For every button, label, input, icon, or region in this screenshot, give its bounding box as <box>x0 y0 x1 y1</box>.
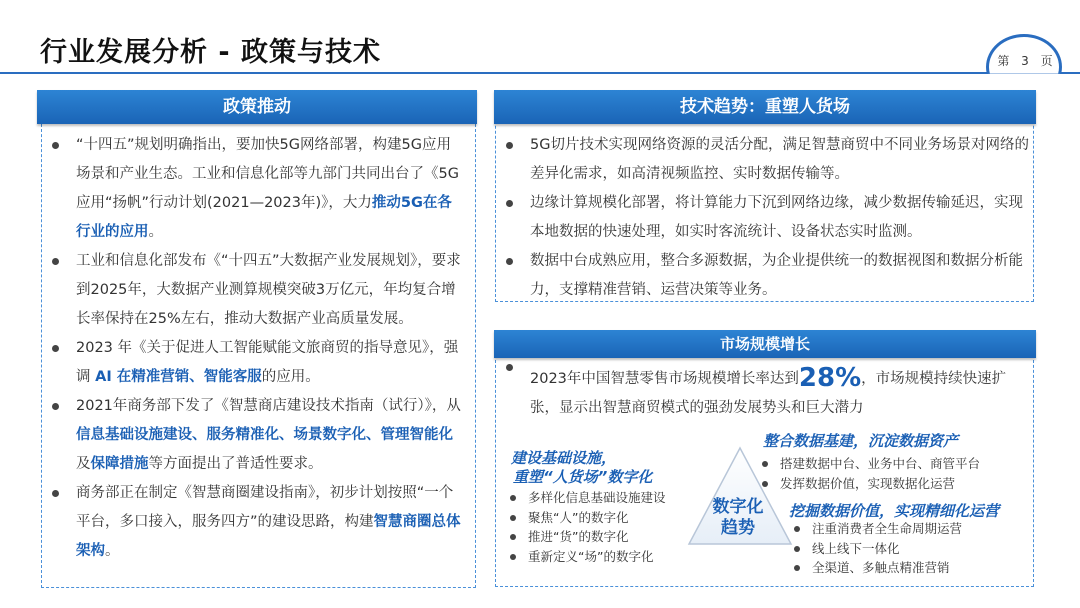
policy-text: 2021年商务部下发了《智慧商店建设技术指南（试行）》，从 <box>76 398 461 414</box>
left-group-item: 重新定义“场”的数字化 <box>506 547 686 567</box>
tech-list <box>496 131 1030 305</box>
left-caption-line1: 建设基础设施， <box>511 449 617 467</box>
bottom-right-group-item: 全渠道、多触点精准营销 <box>790 558 1025 578</box>
policy-list <box>42 131 462 566</box>
tech-item: 5G切片技术实现网络资源的灵活分配，满足智慧商贸中不同业务场景对网络的差异化需求，如高清视频监控、实时数据传输等。 <box>496 131 1030 189</box>
bottom-right-group-caption: 挖掘数据价值，实现精细化运营 <box>789 502 1000 520</box>
policy-item <box>42 334 462 392</box>
top-right-group-item: 发挥数据价值，实现数据化运营 <box>758 474 1028 494</box>
market-list <box>496 364 1030 423</box>
left-group-list <box>506 488 686 566</box>
page-number: 第 3 页 <box>997 54 1057 68</box>
policy-text: 。 <box>148 224 163 240</box>
bottom-right-group-item: 注重消费者全生命周期运营 <box>790 519 1025 539</box>
policy-highlight: 保障措施 <box>90 456 149 472</box>
policy-item <box>42 392 462 479</box>
page-title: 行业发展分析 - 政策与技术 <box>40 37 382 68</box>
policy-text: 商务部正在制定《智慧商圈建设指南》，初步计划按照“一个平台，多口接入，服务四方”的建设思路，构建 <box>76 485 454 530</box>
left-group-item: 聚焦“人”的数字化 <box>506 508 686 528</box>
market-text-after: ，市场规模持续快速扩张，显示出智慧商贸模式的强劲发展势头和巨大潜力 <box>530 371 1007 416</box>
left-group-item: 多样化信息基础设施建设 <box>506 488 686 508</box>
policy-text: 2023 年《关于促进人工智能赋能文旅商贸的指导意见》，强调 <box>76 340 459 385</box>
policy-highlight: AI 在精准营销、智能客服 <box>95 369 262 385</box>
policy-highlight: 信息基础设施建设、服务精准化、场景数字化、管理智能化 <box>76 427 453 443</box>
top-right-group-list <box>758 454 1028 493</box>
left-caption-line2: 重塑“人货场”数字化 <box>513 468 653 486</box>
trend-center-line2: 趋势 <box>721 518 755 538</box>
policy-item <box>42 247 462 334</box>
policy-text: 等方面提出了普适性要求。 <box>148 456 323 472</box>
policy-panel-header: 政策推动 <box>37 90 477 124</box>
policy-text: 及 <box>76 456 91 472</box>
policy-item <box>42 479 462 566</box>
tech-panel-header: 技术趋势：重塑人货场 <box>494 90 1036 124</box>
left-group-caption <box>511 449 652 487</box>
bottom-right-group-item: 线上线下一体化 <box>790 539 1025 559</box>
title-divider <box>0 72 1080 74</box>
market-text-before: 2023年中国智慧零售市场规模增长率达到 <box>530 371 799 387</box>
trend-center-line1: 数字化 <box>712 497 764 517</box>
market-item <box>496 364 1030 423</box>
market-panel-header: 市场规模增长 <box>494 330 1036 358</box>
top-right-group-caption: 整合数据基建，沉淀数据资产 <box>763 432 959 450</box>
policy-highlight: 推动5G在各行业的应用 <box>76 195 452 240</box>
tech-item: 数据中台成熟应用，整合多源数据，为企业提供统一的数据视图和数据分析能力，支撑精准营销、运营决策等业务。 <box>496 247 1030 305</box>
policy-item <box>42 131 462 247</box>
top-right-group-item: 搭建数据中台、业务中台、商管平台 <box>758 454 1028 474</box>
trend-center-label <box>698 497 778 539</box>
tech-item: 边缘计算规模化部署，将计算能力下沉到网络边缘，减少数据传输延迟，实现本地数据的快速处理，如实时客流统计、设备状态实时监测。 <box>496 189 1030 247</box>
policy-text: 。 <box>105 543 120 559</box>
left-group-item: 推进“货”的数字化 <box>506 527 686 547</box>
bottom-right-group-list <box>790 519 1025 578</box>
policy-text: 工业和信息化部发布《“十四五”大数据产业发展规划》，要求到2025年，大数据产业测算规模突破3万亿元，年均复合增长率保持在25%左右，推动大数据产业高质量发展。 <box>76 253 461 327</box>
growth-rate: 28% <box>798 363 862 393</box>
policy-text: “十四五”规划明确指出，要加快5G网络部署，构建5G应用场景和产业生态。工业和信息化部等九部门共同出台了《5G应用“扬帆”行动计划(2021—2023年)》，大力 <box>76 137 459 211</box>
policy-text: 的应用。 <box>261 369 320 385</box>
policy-highlight: 智慧商圈总体架构 <box>76 514 461 559</box>
